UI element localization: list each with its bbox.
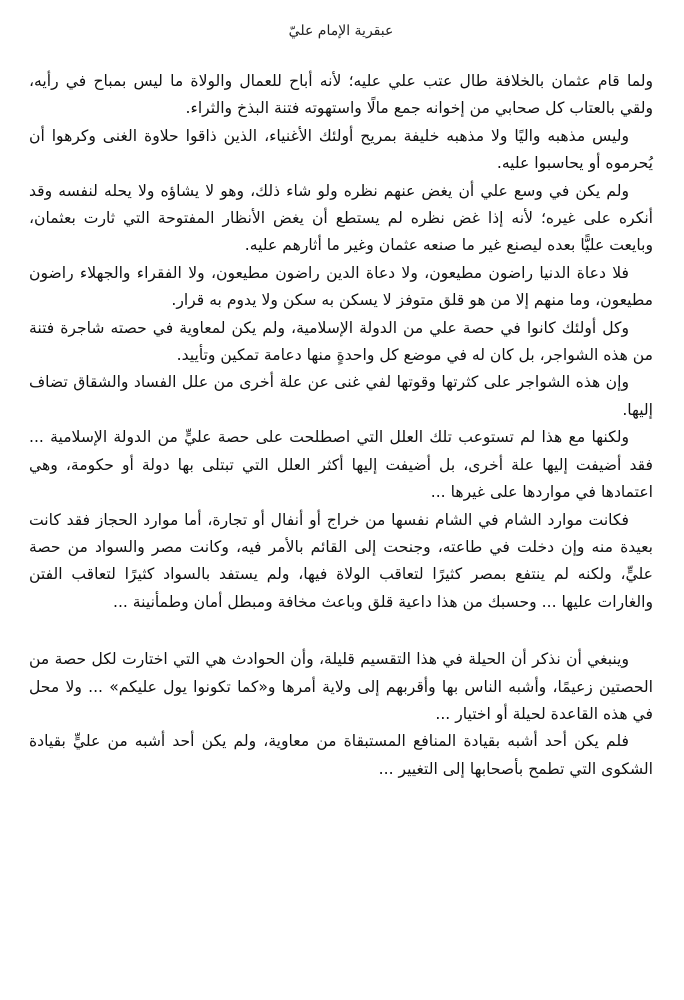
paragraph: ولم يكن في وسع علي أن يغض عنهم نظره ولو شاء ذلك، وهو لا يشاؤه ولا يحله لنفسه وقد أنكره على غيره؛ لأنه إذا غض نظره لم يستطع أن يغض الأنظار المفتوحة التي ثارت بعثمان، وبايعت عليًّا بعده ليصنع غير ما صنعه عثمان وغير ما أثارهم عليه. — [29, 181, 653, 255]
paragraph: فلم يكن أحد أشبه بقيادة المنافع المستبقاة من معاوية، ولم يكن أحد أشبه من عليٍّ بقيادة الشكوى التي تطمح بأصحابها إلى التغيير ... — [29, 732, 653, 778]
paragraph: وإن هذه الشواجر على كثرتها وقوتها لفي غنى عن علة أخرى من علل الفساد والشقاق تضاف إليها. — [29, 373, 653, 419]
paragraph: ولكنها مع هذا لم تستوعب تلك العلل التي اصطلحت على حصة عليٍّ من الدولة الإسلامية ... فقد أضيفت إليها علة أخرى، بل أضيفت إليها أكثر العلل التي تبتلى بها دولة أو حكومة، وهي اعتمادها في مواردها على غيرها ... — [29, 428, 653, 502]
paragraph: وكل أولئك كانوا في حصة علي من الدولة الإسلامية، ولم يكن لمعاوية في حصته شاجرة فتنة من هذه الشواجر، بل كان له في موضع كل واحدةٍ منها دعامة تمكين وتأييد. — [29, 318, 653, 365]
paragraph: وليس مذهبه واليًا ولا مذهبه خليفة بمريح أولئك الأغنياء، الذين ذاقوا حلاوة الغنى وكرهوا أن يُحرموه أو يحاسبوا عليه. — [29, 126, 653, 173]
paragraph: ولما قام عثمان بالخلافة طال عتب علي عليه؛ لأنه أباح للعمال والولاة ما ليس بمباح في رأيه، ولقي بالعتاب كل صحابي من إخوانه جمع مالًا واستهوته فتنة البذخ والثراء. — [29, 72, 653, 118]
paragraph: فكانت موارد الشام في الشام نفسها من خراج أو أنفال أو تجارة، أما موارد الحجاز فقد كانت بعيدة منه وإن دخلت في طاعته، وجنحت إلى القائم بالأمر فيه، وكانت مصر والسواد من حصة عليٍّ، ولكنه لم ينتفع بمصر كثيرًا لتعاقب الولاة فيها، ولم يستفد بالسواد كثيرًا لتعاقب الفتن والغارات عليها ... وحسبك من هذا داعية قلق وباعث مخافة ومبطل أمان وطمأنينة ... — [29, 510, 653, 611]
paragraph: فلا دعاة الدنيا راضون مطيعون، ولا دعاة الدين راضون مطيعون، ولا الفقراء والجهلاء راضون مطيعون، وما منهم إلا من هو قلق متوفز لا يسكن به سكن ولا يدوم به قرار. — [29, 263, 653, 310]
paragraph: وينبغي أن نذكر أن الحيلة في هذا التقسيم قليلة، وأن الحوادث هي التي اختارت لكل حصة من الحصتين زعيمًا، وأشبه الناس بها وأقربهم إلى ولاية أمرها و«كما تكونوا يول عليكم» ... ولا محل في هذه القاعدة لحيلة أو اختيار ... — [29, 650, 653, 723]
running-header: عبقرية الإمام عليّ — [288, 23, 394, 39]
section-break — [29, 616, 653, 646]
